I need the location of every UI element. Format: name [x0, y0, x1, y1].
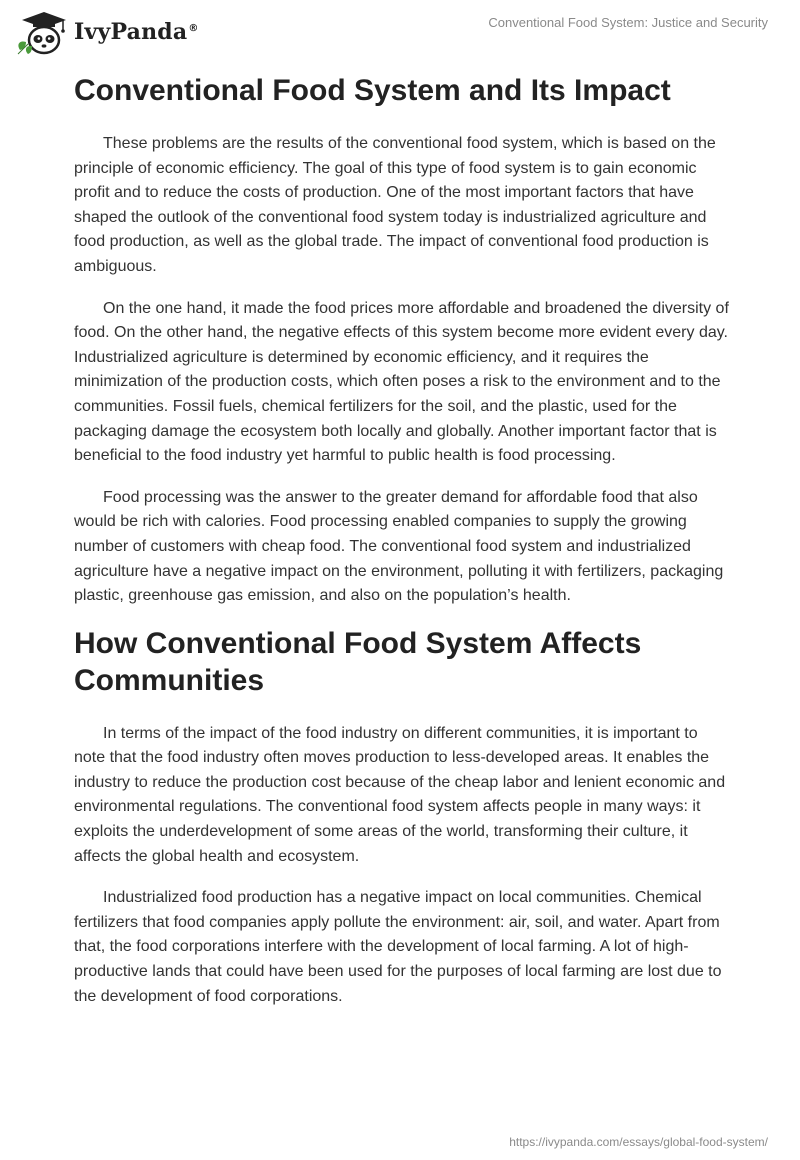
brand-name: IvyPanda®	[74, 19, 199, 45]
section-heading: How Conventional Food System Affects Communities	[74, 626, 642, 697]
panda-graduate-icon	[14, 8, 70, 56]
paragraph: Industrialized food production has a negative impact on local communities. Chemical fertilizers that food companies apply pollute the environment: air, soil, and water. Apart from that, the food corporations interfere with the development of local farming. A lot of high-productive lands that could have been used for the purposes of local farming are lost due to the development of food corporations.	[74, 889, 722, 1005]
page-header	[0, 0, 800, 60]
paragraph: Food processing was the answer to the greater demand for affordable food that also would be rich with calories. Food processing enabled companies to supply the growing number of customers with cheap food. The conventional food system and industrialized agriculture have a negative impact on the environment, polluting it with fertilizers, packaging plastic, greenhouse gas emission, and also on the population’s health.	[74, 488, 724, 605]
paragraph: On the one hand, it made the food prices more affordable and broadened the diversity of food. On the other hand, the negative effects of this system become more evident every day. Industrialized agriculture is determined by economic efficiency, and it requires the minimization of the production costs, which often poses a risk to the environment and to the communities. Fossil fuels, chemical fertilizers for the soil, and the plastic, used for the packaging damage the ecosystem both locally and globally. Another important factor that is beneficial to the food industry yet harmful to public health is food processing.	[74, 299, 729, 465]
section-heading: Conventional Food System and Its Impact	[74, 74, 671, 107]
registered-mark: ®	[188, 22, 199, 34]
document-title: Conventional Food System: Justice and Security	[488, 15, 768, 30]
paragraph: These problems are the results of the conventional food system, which is based on the principle of economic efficiency. The goal of this type of food system is to gain economic profit and to reduce the costs of production. One of the most important factors that have shaped the outlook of the conventional food system today is industrialized agriculture and food production, as well as the global trade. The impact of conventional food production is ambiguous.	[74, 135, 716, 275]
ivypanda-logo[interactable]	[14, 8, 199, 56]
paragraph: In terms of the impact of the food industry on different communities, it is important to note that the food industry often moves production to less-developed areas. It enables the industry to reduce the production cost because of the cheap labor and lenient economic and environmental regulations. The conventional food system affects people in many ways: it exploits the underdevelopment of some areas of the world, transforming their culture, it affects the global health and ecosystem.	[74, 724, 726, 865]
source-url-link[interactable]: https://ivypanda.com/essays/global-food-system/	[509, 1135, 768, 1149]
article-content	[74, 70, 730, 1009]
